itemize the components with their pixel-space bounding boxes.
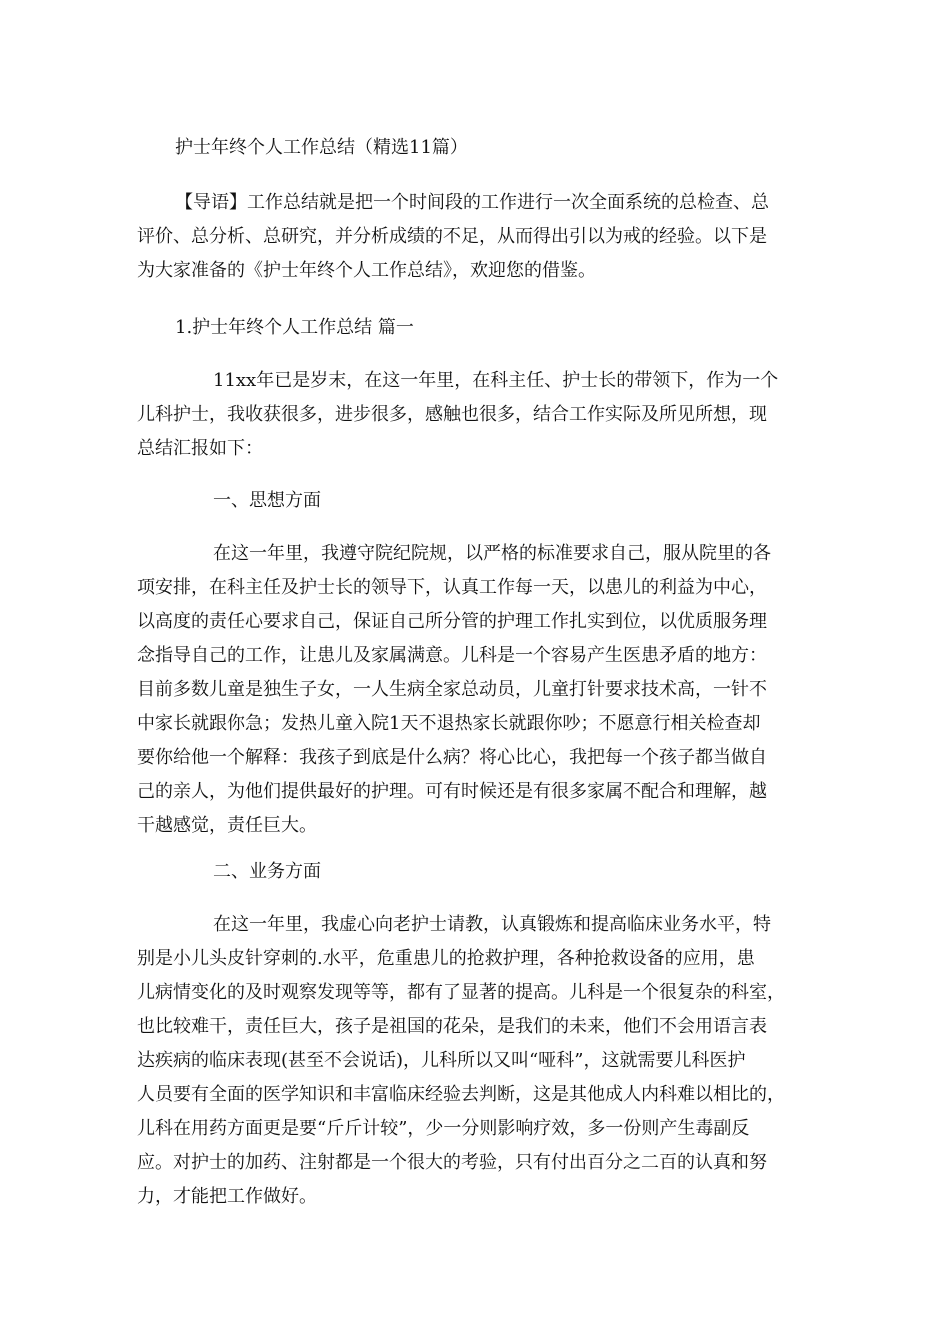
thought-paragraph — [137, 537, 827, 843]
intro-line: 评价、总分析、总研究，并分析成绩的不足，从而得出引以为戒的经验。以下是 — [137, 226, 767, 247]
paragraph-line: 己的亲人，为他们提供最好的护理。可有时候还是有很多家属不配合和理解，越 — [137, 781, 767, 802]
section-heading-1: 1.护士年终个人工作总结 篇一 — [175, 317, 414, 338]
paragraph-line: 儿科在用药方面更是要“斤斤计较”，少一分则影响疗效，多一份则产生毒副反 — [137, 1118, 750, 1139]
intro-line: 【导语】工作总结就是把一个时间段的工作进行一次全面系统的总检查、总 — [175, 192, 769, 213]
intro-line: 为大家准备的《护士年终个人工作总结》，欢迎您的借鉴。 — [137, 260, 596, 281]
subheading-thought: 一、思想方面 — [213, 490, 321, 511]
paragraph-line: 应。对护士的加药、注射都是一个很大的考验，只有付出百分之二百的认真和努 — [137, 1152, 767, 1173]
intro-paragraph — [137, 186, 827, 288]
paragraph-line: 干越感觉，责任巨大。 — [137, 815, 317, 836]
paragraph-line: 11xx年已是岁末，在这一年里，在科主任、护士长的带领下，作为一个 — [213, 370, 779, 391]
business-paragraph — [137, 908, 827, 1214]
paragraph-line: 也比较难干，责任巨大，孩子是祖国的花朵，是我们的未来，他们不会用语言表 — [137, 1016, 767, 1037]
paragraph-line: 念指导自己的工作，让患儿及家属满意。儿科是一个容易产生医患矛盾的地方： — [137, 645, 767, 666]
paragraph-line: 目前多数儿童是独生子女，一人生病全家总动员，儿童打针要求技术高，一针不 — [137, 679, 767, 700]
subheading-business: 二、业务方面 — [213, 861, 321, 882]
paragraph-line: 人员要有全面的医学知识和丰富临床经验去判断，这是其他成人内科难以相比的， — [137, 1084, 785, 1105]
paragraph-line: 以高度的责任心要求自己，保证自己所分管的护理工作扎实到位，以优质服务理 — [137, 611, 767, 632]
paragraph-line: 项安排，在科主任及护士长的领导下，认真工作每一天，以患儿的利益为中心， — [137, 577, 767, 598]
paragraph-line: 儿病情变化的及时观察发现等等，都有了显著的提高。儿科是一个很复杂的科室， — [137, 982, 785, 1003]
document-title: 护士年终个人工作总结（精选11篇） — [175, 137, 468, 158]
paragraph-line: 达疾病的临床表现(甚至不会说话)，儿科所以又叫“哑科”，这就需要儿科医护 — [137, 1050, 746, 1071]
opening-paragraph — [137, 364, 827, 466]
paragraph-line: 总结汇报如下： — [137, 438, 263, 459]
paragraph-line: 儿科护士，我收获很多，进步很多，感触也很多，结合工作实际及所见所想，现 — [137, 404, 767, 425]
paragraph-line: 别是小儿头皮针穿刺的.水平，危重患儿的抢救护理，各种抢救设备的应用，患 — [137, 948, 755, 969]
paragraph-line: 中家长就跟你急；发热儿童入院1天不退热家长就跟你吵；不愿意行相关检查却 — [137, 713, 761, 734]
paragraph-line: 在这一年里，我遵守院纪院规，以严格的标准要求自己，服从院里的各 — [213, 543, 771, 564]
paragraph-line: 要你给他一个解释：我孩子到底是什么病？将心比心，我把每一个孩子都当做自 — [137, 747, 767, 768]
paragraph-line: 在这一年里，我虚心向老护士请教，认真锻炼和提高临床业务水平，特 — [213, 914, 771, 935]
paragraph-line: 力，才能把工作做好。 — [137, 1186, 317, 1207]
